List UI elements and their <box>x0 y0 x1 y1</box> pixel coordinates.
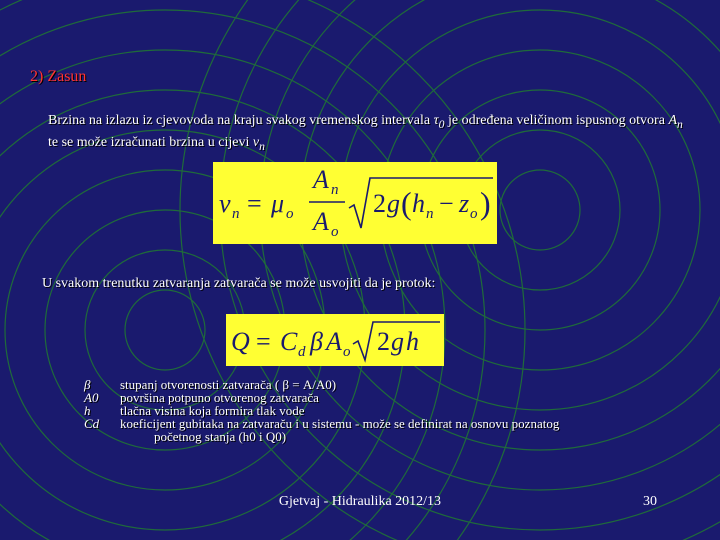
legend-symbol: h <box>84 403 91 418</box>
symbol-legend <box>84 378 704 443</box>
svg-text:A: A <box>313 207 329 236</box>
tau-subscript: 0 <box>438 117 445 131</box>
svg-text:C: C <box>280 327 298 356</box>
slide-footer: Gjetvaj - Hidraulika 2012/13 <box>278 494 442 509</box>
intro-part3: te se može izračunati brzina u cijevi <box>48 134 253 150</box>
svg-text:=: = <box>256 327 271 356</box>
svg-text:n: n <box>232 206 240 222</box>
svg-text:h: h <box>412 189 425 218</box>
svg-text:v: v <box>219 189 231 218</box>
svg-text:d: d <box>298 344 306 360</box>
protok-statement: U svakom trenutku zatvaranja zatvarača se može usvojiti da je protok: <box>42 276 436 291</box>
svg-text:): ) <box>480 185 491 221</box>
svg-text:2: 2 <box>377 327 390 356</box>
vn-subscript: n <box>259 139 265 153</box>
svg-text:−: − <box>439 189 454 218</box>
svg-text:β: β <box>310 327 323 356</box>
velocity-formula <box>213 162 497 244</box>
svg-text:g: g <box>387 189 400 218</box>
svg-text:o: o <box>331 224 339 240</box>
page-number: 30 <box>643 494 657 509</box>
legend-description: tlačna visina koja formira tlak vode <box>120 403 305 418</box>
svg-text:(: ( <box>401 185 412 221</box>
intro-part1: Brzina na izlazu iz cjevovoda na kraju svakog vremenskog intervala <box>48 113 434 128</box>
svg-text:g: g <box>391 327 404 356</box>
flow-formula-graphic <box>226 314 444 366</box>
velocity-formula-graphic <box>213 162 497 244</box>
tau-symbol: τ <box>433 113 439 128</box>
flow-formula <box>226 314 444 366</box>
svg-text:A: A <box>313 165 329 194</box>
svg-text:n: n <box>426 206 434 222</box>
intro-paragraph <box>48 112 688 156</box>
svg-text:n: n <box>331 182 339 198</box>
svg-text:=: = <box>247 189 262 218</box>
legend-description: koeficijent gubitaka na zatvaraču i u sistemu - može se definirat na osnovu poznatog <box>120 416 560 431</box>
svg-text:o: o <box>470 206 478 222</box>
an-symbol: A <box>668 113 677 128</box>
svg-text:h: h <box>406 327 419 356</box>
svg-text:z: z <box>459 189 470 218</box>
legend-symbol: Cd <box>84 416 100 431</box>
legend-description: stupanj otvorenosti zatvarača ( β = A/A0) <box>120 377 337 392</box>
slide-heading: 2) Zasun <box>30 68 87 85</box>
vn-symbol: v <box>252 134 260 150</box>
svg-text:o: o <box>343 344 351 360</box>
intro-part2: je određena veličinom ispusnog otvora <box>444 113 669 128</box>
legend-description: površina potpuno otvorenog zatvarača <box>120 390 319 405</box>
svg-text:Q: Q <box>231 327 250 356</box>
legend-symbol: β <box>84 377 91 392</box>
svg-text:μ: μ <box>271 189 285 218</box>
an-subscript: n <box>677 117 683 131</box>
legend-continuation: početnog stanja (h0 i Q0) <box>154 429 287 444</box>
legend-symbol: A0 <box>84 390 99 405</box>
svg-text:2: 2 <box>373 189 386 218</box>
svg-text:o: o <box>286 206 294 222</box>
svg-text:A: A <box>326 327 342 356</box>
